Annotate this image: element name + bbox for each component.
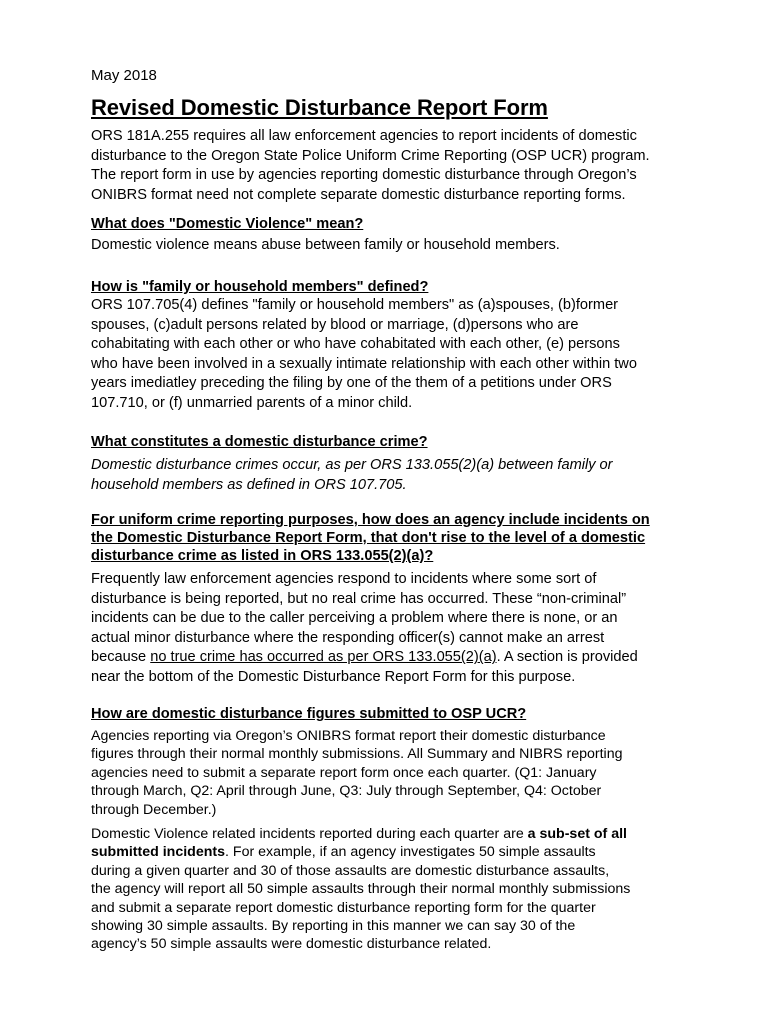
q1-answer: Domestic violence means abuse between family or household members. (91, 237, 560, 253)
q5-p2-line: showing 30 simple assaults. By reporting in this manner we can say 30 of the (91, 918, 576, 935)
q5-line: Agencies reporting via Oregon’s ONIBRS format report their domestic disturbance (91, 728, 606, 744)
intro-line: ORS 181A.255 requires all law enforcement agencies to report incidents of domestic (91, 128, 637, 144)
intro-paragraph (91, 127, 691, 205)
q5-line: through March, Q2: April through June, Q3: July through September, Q4: October (91, 783, 602, 800)
q5-p2-post: . For example, if an agency investigates 50 simple assaults (225, 844, 596, 861)
q4-heading-line: the Domestic Disturbance Report Form, that don't rise to the level of a domestic (91, 530, 646, 546)
q4-heading-line: For uniform crime reporting purposes, how does an agency include incidents on (91, 512, 650, 528)
q5-line: agencies need to submit a separate report form once each quarter. (Q1: January (91, 764, 597, 781)
q4-line: incidents can be due to the caller perceiving a problem where there is none, or an (91, 610, 618, 627)
ors-citation-underlined: no true crime has occurred as per ORS 133.055(2)(a) (150, 649, 497, 666)
q4-line5-post: . A section is provided (496, 649, 638, 666)
q5-heading: How are domestic disturbance figures submitted to OSP UCR? (91, 706, 527, 722)
q4-line5-pre: because (91, 649, 151, 666)
document-title: Revised Domestic Disturbance Report Form (91, 95, 548, 120)
q3-line: household members as defined in ORS 107.705. (91, 476, 407, 493)
q4-line: Frequently law enforcement agencies respond to incidents where some sort of (91, 571, 597, 587)
intro-line: disturbance to the Oregon State Police Uniform Crime Reporting (OSP UCR) program. (91, 147, 650, 164)
q5-p2-line: the agency will report all 50 simple assaults through their normal monthly submissions (91, 881, 631, 898)
q5-p2-line: and submit a separate report domestic disturbance reporting form for the quarter (91, 899, 596, 916)
q5-p2-bold: submitted incidents (91, 844, 226, 861)
q3-line: Domestic disturbance crimes occur, as per ORS 133.055(2)(a) between family or (91, 457, 613, 473)
q2-heading: How is "family or household members" defined? (91, 279, 429, 295)
q4-heading-line: disturbance crime as listed in ORS 133.055(2)(a)? (91, 548, 434, 564)
q4-line (91, 648, 691, 668)
q4-line: disturbance is being reported, but no real crime has occurred. These “non-criminal” (91, 590, 627, 607)
q5-p2-line: during a given quarter and 30 of those assaults are domestic disturbance assaults, (91, 862, 610, 879)
q2-line: 107.710, or (f) unmarried parents of a minor child. (91, 394, 413, 411)
q2-line: ORS 107.705(4) defines "family or household members" as (a)spouses, (b)former (91, 297, 619, 313)
q2-answer (91, 296, 691, 414)
document-date: May 2018 (91, 67, 157, 84)
q5-line: through December.) (91, 801, 217, 818)
q4-heading (91, 511, 691, 565)
q2-line: spouses, (c)adult persons related by blood or marriage, (d)persons who are (91, 316, 579, 333)
intro-line: ONIBRS format need not complete separate domestic disturbance reporting forms. (91, 186, 626, 203)
q3-heading: What constitutes a domestic disturbance crime? (91, 434, 428, 450)
q4-answer (91, 570, 691, 688)
q5-p2-line (91, 825, 691, 843)
q5-answer (91, 727, 691, 819)
q4-line: actual minor disturbance where the responding officer(s) cannot make an arrest (91, 629, 605, 646)
q5-answer-paragraph-2 (91, 825, 691, 954)
q5-line: figures through their normal monthly submissions. All Summary and NIBRS reporting (91, 746, 623, 763)
intro-line: The report form in use by agencies reporting domestic disturbance through Oregon’s (91, 167, 637, 184)
q5-p2-bold: a sub-set of all (527, 826, 627, 842)
q4-line: near the bottom of the Domestic Disturbance Report Form for this purpose. (91, 668, 576, 685)
q5-p2-line (91, 843, 691, 861)
q2-line: years imediatley preceding the filing by one of the them of a petitions under ORS (91, 375, 612, 392)
q1-heading: What does "Domestic Violence" mean? (91, 216, 364, 232)
q5-p2-pre: Domestic Violence related incidents reported during each quarter are (91, 826, 528, 842)
q5-p2-line: agency’s 50 simple assaults were domestic disturbance related. (91, 936, 492, 953)
q2-line: who have been involved in a sexually intimate relationship with each other within two (91, 355, 637, 372)
q2-line: cohabitating with each other or who have cohabitated with each other, (e) persons (91, 336, 620, 353)
q3-answer (91, 456, 691, 495)
